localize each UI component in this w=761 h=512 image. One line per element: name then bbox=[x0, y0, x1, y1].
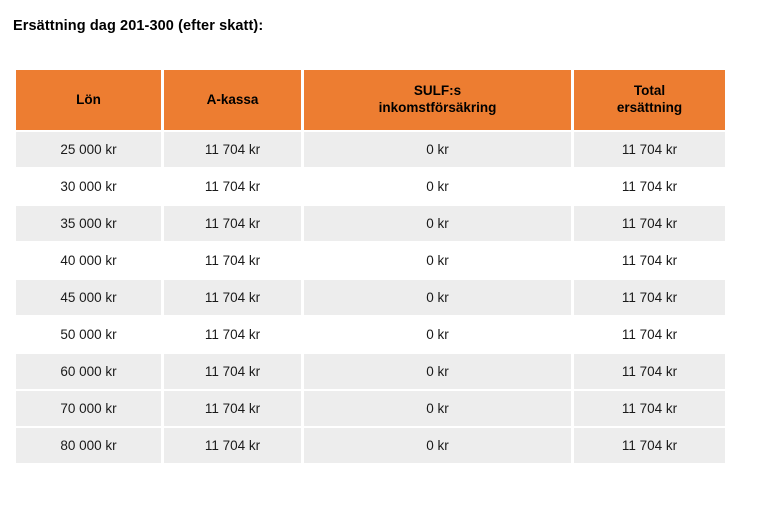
compensation-table-container bbox=[13, 68, 725, 465]
table-row bbox=[16, 280, 725, 315]
cell-akassa: 11 704 kr bbox=[164, 317, 301, 352]
table-row bbox=[16, 206, 725, 241]
column-header-total bbox=[574, 70, 725, 130]
cell-total: 11 704 kr bbox=[574, 243, 725, 278]
cell-lon: 40 000 kr bbox=[16, 243, 161, 278]
cell-akassa: 11 704 kr bbox=[164, 391, 301, 426]
cell-inkomstforsakring: 0 kr bbox=[304, 132, 571, 167]
column-header-lon-line-1: Lön bbox=[76, 91, 101, 107]
table-body bbox=[16, 132, 725, 463]
table-row bbox=[16, 243, 725, 278]
column-header-inkomstforsakring-line-1: SULF:s bbox=[413, 83, 462, 99]
cell-total: 11 704 kr bbox=[574, 317, 725, 352]
cell-inkomstforsakring: 0 kr bbox=[304, 428, 571, 463]
cell-inkomstforsakring: 0 kr bbox=[304, 243, 571, 278]
cell-total: 11 704 kr bbox=[574, 169, 725, 204]
cell-akassa: 11 704 kr bbox=[164, 206, 301, 241]
cell-akassa: 11 704 kr bbox=[164, 280, 301, 315]
cell-akassa: 11 704 kr bbox=[164, 428, 301, 463]
compensation-table bbox=[13, 68, 728, 465]
table-row bbox=[16, 354, 725, 389]
cell-akassa: 11 704 kr bbox=[164, 354, 301, 389]
cell-lon: 80 000 kr bbox=[16, 428, 161, 463]
cell-akassa: 11 704 kr bbox=[164, 243, 301, 278]
column-header-total-line-2: ersättning bbox=[616, 100, 683, 115]
column-header-lon bbox=[16, 70, 161, 130]
cell-akassa: 11 704 kr bbox=[164, 169, 301, 204]
cell-lon: 25 000 kr bbox=[16, 132, 161, 167]
column-header-akassa-line-1: A-kassa bbox=[206, 91, 259, 107]
cell-total: 11 704 kr bbox=[574, 354, 725, 389]
cell-total: 11 704 kr bbox=[574, 428, 725, 463]
cell-lon: 45 000 kr bbox=[16, 280, 161, 315]
cell-lon: 50 000 kr bbox=[16, 317, 161, 352]
cell-lon: 35 000 kr bbox=[16, 206, 161, 241]
table-row bbox=[16, 317, 725, 352]
cell-total: 11 704 kr bbox=[574, 206, 725, 241]
page-title: Ersättning dag 201-300 (efter skatt): bbox=[13, 18, 264, 34]
column-header-akassa bbox=[164, 70, 301, 130]
table-header bbox=[16, 70, 725, 130]
cell-total: 11 704 kr bbox=[574, 391, 725, 426]
column-header-total-line-1: Total bbox=[633, 83, 666, 99]
cell-inkomstforsakring: 0 kr bbox=[304, 169, 571, 204]
cell-akassa: 11 704 kr bbox=[164, 132, 301, 167]
table-row bbox=[16, 391, 725, 426]
cell-inkomstforsakring: 0 kr bbox=[304, 206, 571, 241]
cell-lon: 30 000 kr bbox=[16, 169, 161, 204]
cell-inkomstforsakring: 0 kr bbox=[304, 354, 571, 389]
cell-lon: 60 000 kr bbox=[16, 354, 161, 389]
table-row bbox=[16, 169, 725, 204]
cell-inkomstforsakring: 0 kr bbox=[304, 317, 571, 352]
table-row bbox=[16, 132, 725, 167]
table-row bbox=[16, 428, 725, 463]
cell-inkomstforsakring: 0 kr bbox=[304, 280, 571, 315]
cell-total: 11 704 kr bbox=[574, 280, 725, 315]
cell-inkomstforsakring: 0 kr bbox=[304, 391, 571, 426]
cell-lon: 70 000 kr bbox=[16, 391, 161, 426]
column-header-inkomstforsakring bbox=[304, 70, 571, 130]
column-header-inkomstforsakring-line-2: inkomstförsäkring bbox=[378, 100, 497, 115]
table-header-row bbox=[16, 70, 725, 130]
cell-total: 11 704 kr bbox=[574, 132, 725, 167]
